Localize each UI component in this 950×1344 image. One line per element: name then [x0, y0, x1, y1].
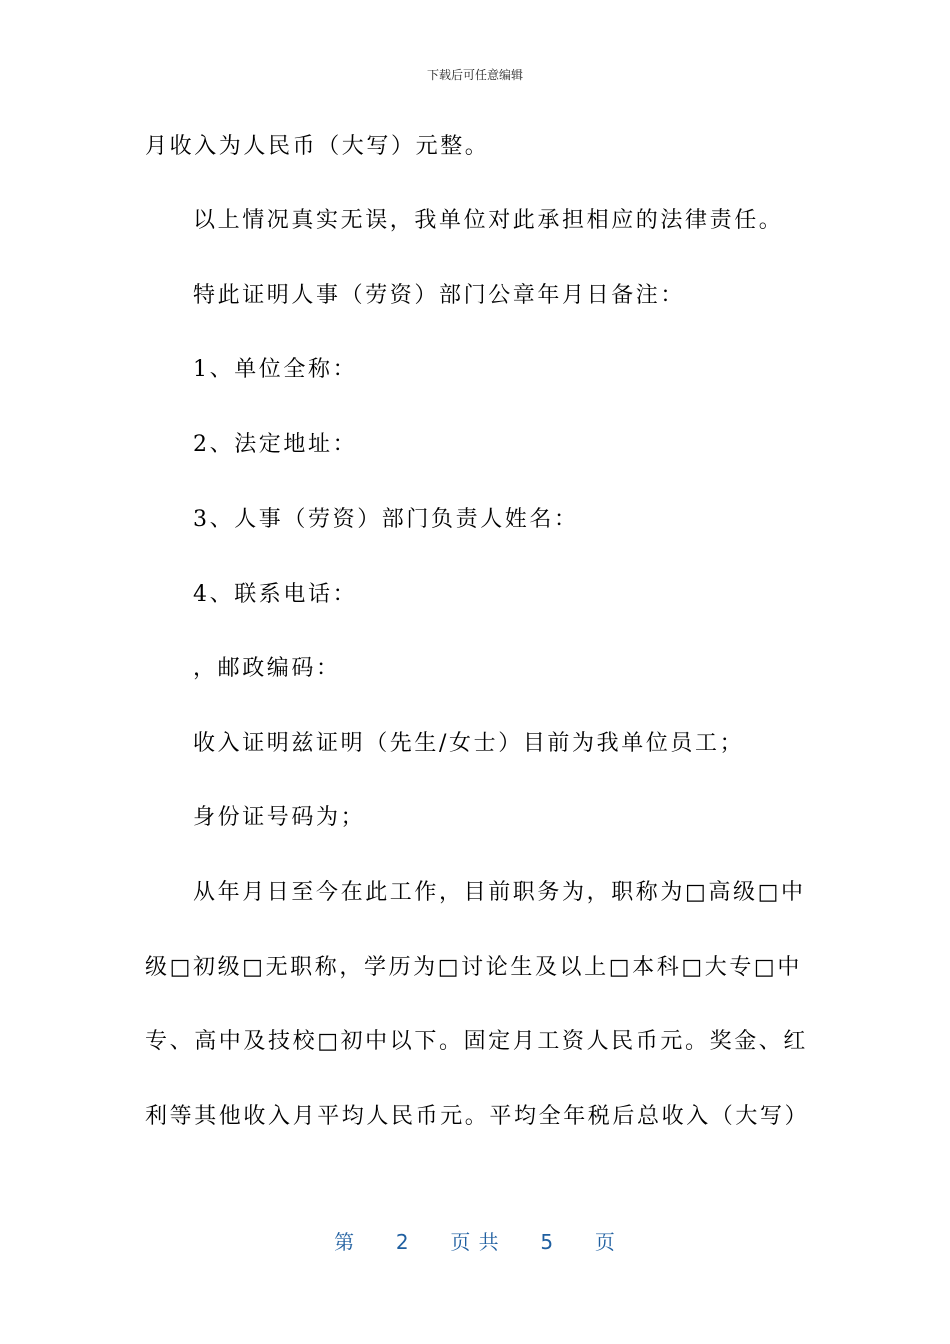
body-line: 专、高中及技校□初中以下。固定月工资人民币元。奖金、红: [145, 1029, 808, 1054]
body-line: 特此证明人事（劳资）部门公章年月日备注：: [193, 283, 686, 308]
footer-prefix: 第: [334, 1230, 356, 1254]
body-line: 级□初级□无职称，学历为□讨论生及以上□本科□大专□中: [145, 955, 802, 980]
body-line: 月收入为人民币（大写）元整。: [145, 134, 490, 159]
body-line: ，邮政编码：: [193, 656, 341, 681]
body-line: 3、人事（劳资）部门负责人姓名：: [193, 507, 579, 532]
body-line: 2、法定地址：: [193, 432, 358, 457]
body-line: 身份证号码为；: [193, 805, 366, 830]
body-line: 从年月日至今在此工作，目前职务为，职称为□高级□中: [193, 880, 806, 905]
header-note: 下载后可任意编辑: [426, 68, 523, 82]
body-line: 收入证明兹证明（先生/女士）目前为我单位员工；: [193, 731, 745, 756]
footer-suffix: 页: [594, 1230, 616, 1254]
body-line: 4、联系电话：: [193, 582, 358, 607]
body-line: 利等其他收入月平均人民币元。平均全年税后总收入（大写）: [145, 1104, 810, 1129]
body-line: 1、单位全称：: [193, 357, 358, 382]
footer-total-pages: 5: [540, 1230, 555, 1254]
footer-middle: 页 共: [450, 1230, 500, 1254]
body-line: 以上情况真实无误，我单位对此承担相应的法律责任。: [193, 208, 784, 233]
page-footer: [0, 1226, 950, 1255]
footer-current-page: 2: [395, 1230, 410, 1254]
